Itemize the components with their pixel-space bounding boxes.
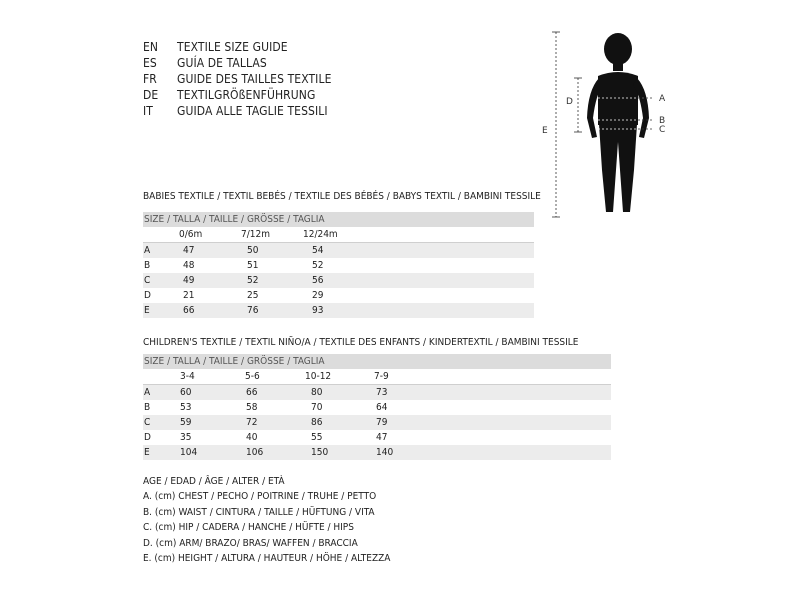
table-row bbox=[143, 385, 611, 400]
table-cell: 76 bbox=[247, 305, 259, 316]
table-cell: 140 bbox=[376, 447, 394, 458]
child-silhouette-icon bbox=[587, 33, 649, 212]
table-cell: 53 bbox=[180, 402, 192, 413]
table-cell: 56 bbox=[312, 275, 324, 286]
row-label: D bbox=[144, 432, 151, 443]
row-label: B bbox=[144, 260, 151, 271]
table-row bbox=[143, 243, 534, 258]
table-cell: 52 bbox=[312, 260, 324, 271]
language-row-it bbox=[143, 103, 332, 119]
size-label: 5-6 bbox=[245, 371, 260, 382]
table-cell: 150 bbox=[311, 447, 329, 458]
legend-item: A. (cm) CHEST / PECHO / POITRINE / TRUHE / PETTO bbox=[143, 491, 377, 503]
row-label: C bbox=[144, 275, 151, 286]
language-title: TEXTILGRÖßENFÜHRUNG bbox=[177, 88, 316, 102]
row-label: B bbox=[144, 402, 151, 413]
table-header: SIZE / TALLA / TAILLE / GRÖSSE / TAGLIA bbox=[143, 212, 534, 227]
table-cell: 58 bbox=[246, 402, 258, 413]
legend-item: B. (cm) WAIST / CINTURA / TAILLE / HÜFTUNG / VITA bbox=[143, 506, 375, 518]
child-measurement-figure bbox=[530, 30, 680, 220]
language-row-de bbox=[143, 87, 332, 103]
table-header: SIZE / TALLA / TAILLE / GRÖSSE / TAGLIA bbox=[143, 354, 611, 369]
language-title: GUIDE DES TAILLES TEXTILE bbox=[177, 72, 332, 86]
legend-item: AGE / EDAD / ÂGE / ALTER / ETÀ bbox=[143, 476, 285, 487]
table-cell: 80 bbox=[311, 387, 323, 398]
legend-item: C. (cm) HIP / CADERA / HANCHE / HÜFTE / HIPS bbox=[143, 522, 354, 534]
table-cell: 66 bbox=[246, 387, 258, 398]
figure-label-b: B bbox=[659, 116, 666, 126]
legend-item: E. (cm) HEIGHT / ALTURA / HAUTEUR / HÖHE / ALTEZZA bbox=[143, 552, 391, 564]
table-row bbox=[143, 445, 611, 460]
table-row bbox=[143, 288, 534, 303]
row-label: E bbox=[144, 305, 150, 316]
table-cell: 47 bbox=[183, 245, 195, 256]
size-label: 0/6m bbox=[179, 229, 203, 240]
language-code: IT bbox=[143, 104, 153, 118]
table-row bbox=[143, 273, 534, 288]
table-cell: 79 bbox=[376, 417, 388, 428]
language-code: EN bbox=[143, 40, 159, 54]
table-row bbox=[143, 415, 611, 430]
table-cell: 73 bbox=[376, 387, 388, 398]
table-cell: 70 bbox=[311, 402, 323, 413]
legend-item: D. (cm) ARM/ BRAZO/ BRAS/ WAFFEN / BRACCIA bbox=[143, 537, 358, 549]
table-cell: 106 bbox=[246, 447, 264, 458]
table-cell: 49 bbox=[183, 275, 195, 286]
table-row bbox=[143, 303, 534, 318]
table-cell: 29 bbox=[312, 290, 324, 301]
table-cell: 66 bbox=[183, 305, 195, 316]
table-cell: 21 bbox=[183, 290, 195, 301]
table-cell: 40 bbox=[246, 432, 258, 443]
language-row-fr bbox=[143, 71, 332, 87]
measurement-legend bbox=[143, 474, 390, 566]
size-label: 3-4 bbox=[180, 371, 195, 382]
language-row-en bbox=[143, 39, 332, 55]
table-cell: 64 bbox=[376, 402, 388, 413]
row-label: D bbox=[144, 290, 151, 301]
table-cell: 50 bbox=[247, 245, 259, 256]
table-cell: 104 bbox=[180, 447, 198, 458]
row-label: A bbox=[144, 245, 151, 256]
language-code: ES bbox=[143, 56, 157, 70]
figure-label-d: D bbox=[566, 97, 573, 107]
figure-label-e: E bbox=[542, 126, 548, 136]
table-cell: 72 bbox=[246, 417, 258, 428]
language-title: TEXTILE SIZE GUIDE bbox=[177, 40, 288, 54]
table-cell: 35 bbox=[180, 432, 192, 443]
children-size-table bbox=[143, 354, 611, 460]
language-title: GUIDA ALLE TAGLIE TESSILI bbox=[177, 104, 328, 118]
table-row bbox=[143, 430, 611, 445]
table-cell: 25 bbox=[247, 290, 259, 301]
language-title: GUÍA DE TALLAS bbox=[177, 56, 267, 70]
size-row bbox=[143, 227, 534, 242]
row-label: E bbox=[144, 447, 150, 458]
language-code: DE bbox=[143, 88, 159, 102]
size-label: 10-12 bbox=[305, 371, 332, 382]
table-cell: 93 bbox=[312, 305, 324, 316]
table-row bbox=[143, 258, 534, 273]
children-section-title: CHILDREN'S TEXTILE / TEXTIL NIÑO/A / TEXTILE DES ENFANTS / KINDERTEXTIL / BAMBINI TESSILE bbox=[143, 337, 579, 348]
table-cell: 59 bbox=[180, 417, 192, 428]
table-cell: 86 bbox=[311, 417, 323, 428]
figure-label-c: C bbox=[659, 125, 666, 135]
table-cell: 47 bbox=[376, 432, 388, 443]
table-cell: 52 bbox=[247, 275, 259, 286]
row-label: A bbox=[144, 387, 151, 398]
table-cell: 48 bbox=[183, 260, 195, 271]
size-label: 7-9 bbox=[374, 371, 389, 382]
size-label: 12/24m bbox=[303, 229, 338, 240]
table-cell: 55 bbox=[311, 432, 323, 443]
babies-size-table bbox=[143, 212, 534, 318]
table-cell: 54 bbox=[312, 245, 324, 256]
row-label: C bbox=[144, 417, 151, 428]
size-label: 7/12m bbox=[241, 229, 270, 240]
language-code: FR bbox=[143, 72, 157, 86]
table-row bbox=[143, 400, 611, 415]
babies-section-title: BABIES TEXTILE / TEXTIL BEBÉS / TEXTILE DES BÉBÉS / BABYS TEXTIL / BAMBINI TESSILE bbox=[143, 191, 541, 202]
figure-label-a: A bbox=[659, 94, 666, 104]
table-cell: 60 bbox=[180, 387, 192, 398]
language-row-es bbox=[143, 55, 332, 71]
table-cell: 51 bbox=[247, 260, 259, 271]
size-row bbox=[143, 369, 611, 384]
language-title-list bbox=[143, 39, 332, 119]
